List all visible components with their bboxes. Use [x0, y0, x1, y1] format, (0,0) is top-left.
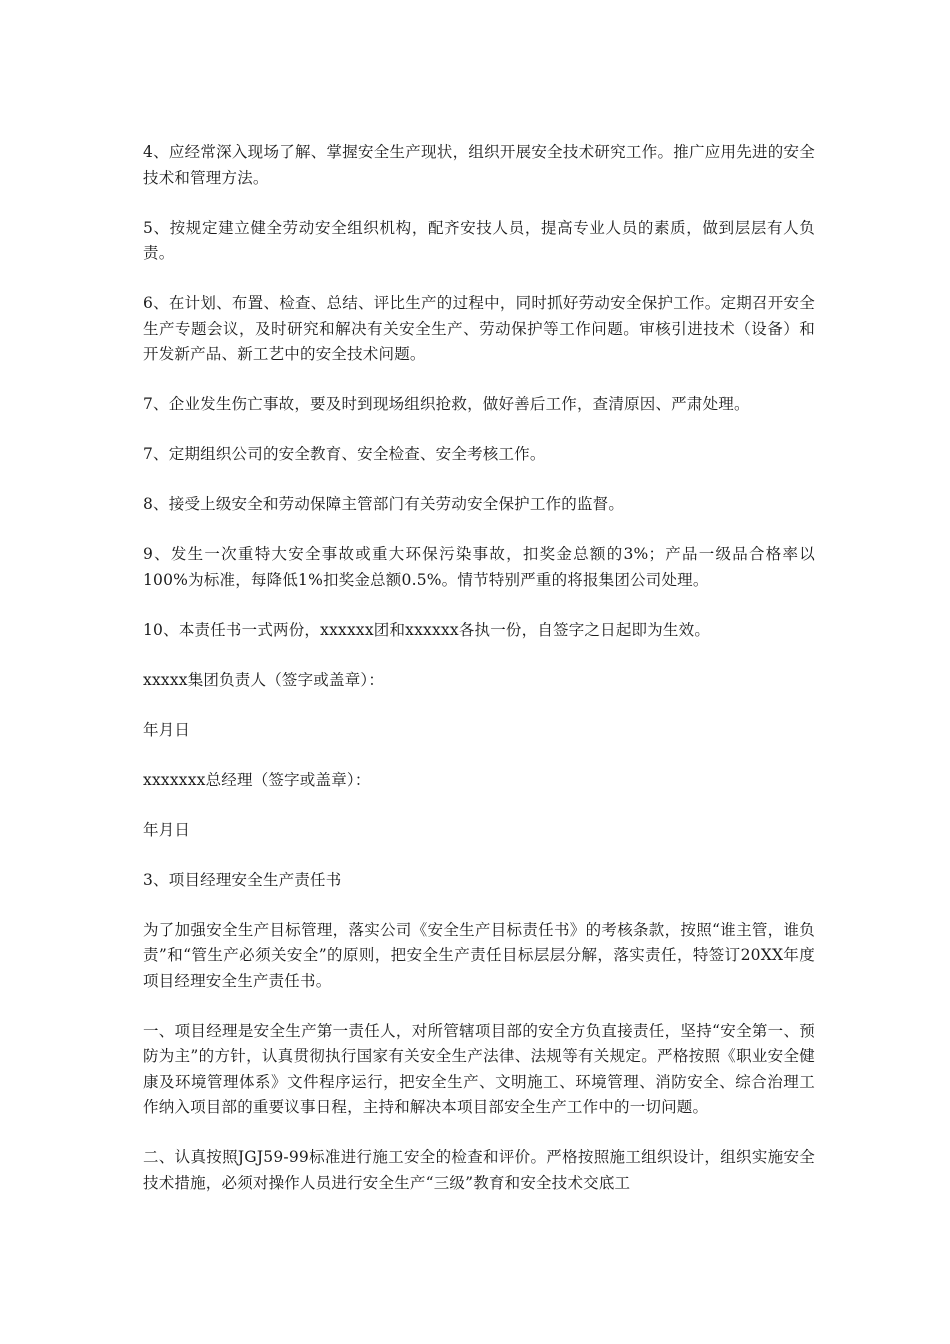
paragraph-item-10: 10、本责任书一式两份，xxxxxx团和xxxxxx各执一份，自签字之日起即为生效。	[143, 620, 711, 639]
paragraph-item-9: 9、发生一次重特大安全事故或重大环保污染事故，扣奖金总额的3%；产品一级品合格率以100%为标准，每降低1%扣奖金总额0.5%。情节特别严重的将报集团公司处理。	[143, 545, 815, 589]
section-intro: 为了加强安全生产目标管理，落实公司《安全生产目标责任书》的考核条款，按照“谁主管，谁负责”和“管生产必须关安全”的原则，把安全生产责任目标层层分解，落实责任，特签订20XX年度项目经理安全生产责任书。	[143, 920, 815, 990]
clause-two: 二、认真按照JGJ59-99标准进行施工安全的检查和评价。严格按照施工组织设计，组织实施安全技术措施，必须对操作人员进行安全生产“三级”教育和安全技术交底工	[143, 1148, 815, 1192]
signature-group-leader: xxxxx集团负责人（签字或盖章）：	[143, 670, 385, 689]
signature-general-manager: xxxxxxx总经理（签字或盖章）：	[143, 770, 371, 789]
document-body	[143, 140, 815, 1221]
signature-date-2: 年月日	[143, 820, 191, 839]
paragraph-item-7-accident: 7、企业发生伤亡事故，要及时到现场组织抢救，做好善后工作，查清原因、严肃处理。	[143, 395, 750, 413]
clause-one: 一、项目经理是安全生产第一责任人，对所管辖项目部的安全方负直接责任，坚持“安全第一、预防为主”的方针，认真贯彻执行国家有关安全生产法律、法规等有关规定。严格按照《职业安全健康及环境管理体系》文件程序运行，把安全生产、文明施工、环境管理、消防安全、综合治理工作纳入项目部的重要议事日程，主持和解决本项目部安全生产工作中的一切问题。	[143, 1021, 815, 1116]
paragraph-item-7-education: 7、定期组织公司的安全教育、安全检查、安全考核工作。	[143, 445, 546, 463]
section-heading: 3、项目经理安全生产责任书	[143, 870, 342, 889]
paragraph-item-6: 6、在计划、布置、检查、总结、评比生产的过程中，同时抓好劳动安全保护工作。定期召开安全生产专题会议，及时研究和解决有关安全生产、劳动保护等工作问题。审核引进技术（设备）和开发新产品、新工艺中的安全技术问题。	[143, 294, 815, 363]
paragraph-item-8: 8、接受上级安全和劳动保障主管部门有关劳动安全保护工作的监督。	[143, 495, 625, 513]
paragraph-item-5: 5、按规定建立健全劳动安全组织机构，配齐安技人员，提高专业人员的素质，做到层层有人负责。	[143, 218, 815, 262]
signature-date-1: 年月日	[143, 720, 191, 739]
paragraph-item-4: 4、应经常深入现场了解、掌握安全生产现状，组织开展安全技术研究工作。推广应用先进的安全技术和管理方法。	[143, 143, 815, 187]
